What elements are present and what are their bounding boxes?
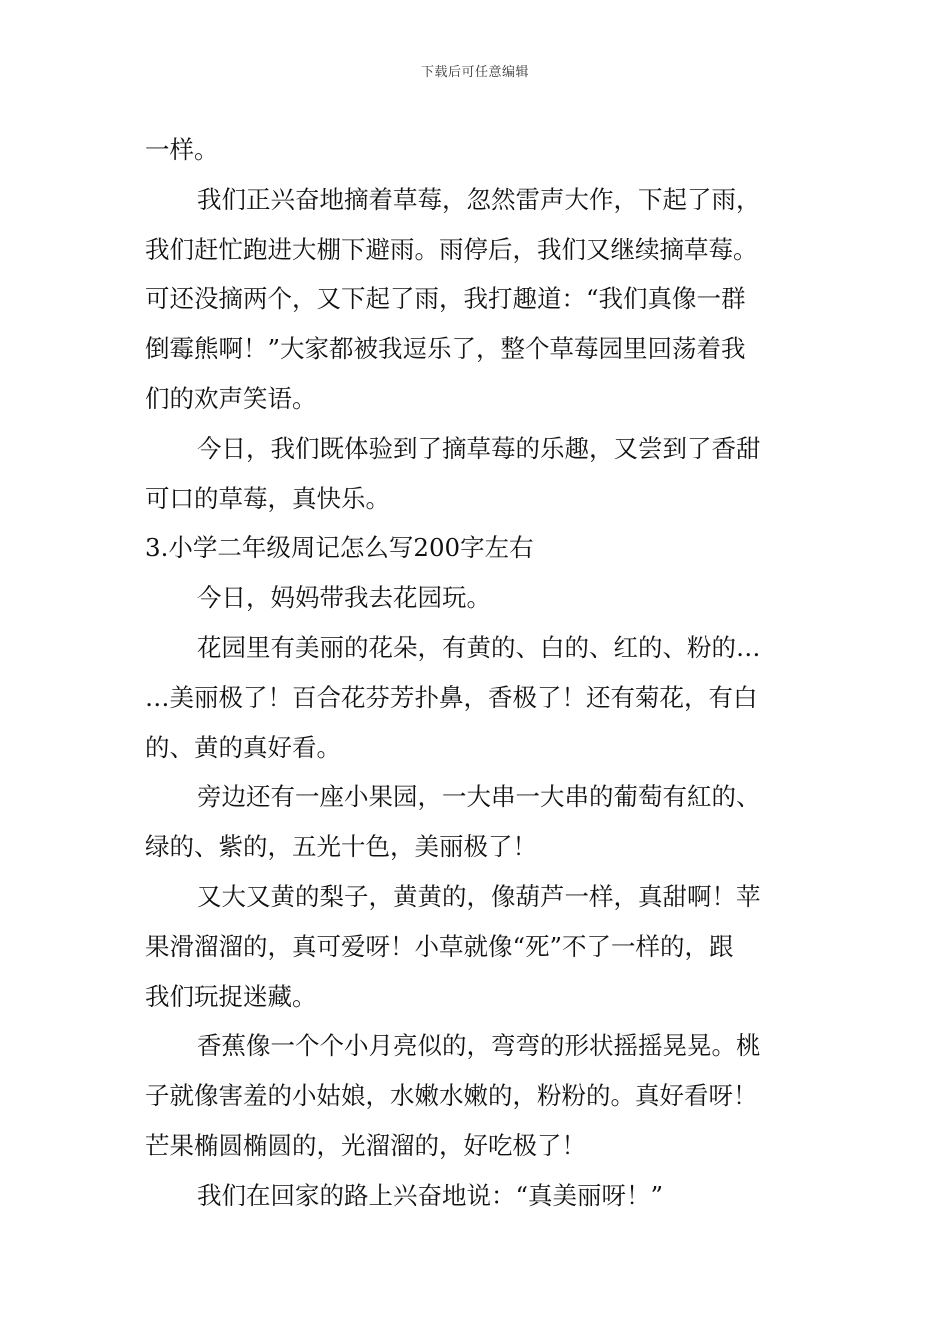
paragraph-line: 子就像害羞的小姑娘，水嫩水嫩的，粉粉的。真好看呀！	[145, 1081, 758, 1111]
paragraph-line: 我们玩捉迷藏。	[145, 981, 317, 1011]
paragraph-line: 又大又黄的梨子，黄黄的，像葫芦一样，真甜啊！苹	[197, 881, 761, 911]
paragraph-line: 的、黄的真好看。	[145, 732, 341, 762]
page-header: 下载后可任意编辑	[420, 65, 529, 80]
paragraph-line: 果滑溜溜的，真可爱呀！小草就像“死”不了一样的，跟	[145, 931, 734, 961]
paragraph-line: 我们赶忙跑进大棚下避雨。雨停后，我们又继续摘草莓。	[145, 234, 758, 264]
document-body	[145, 125, 810, 1221]
paragraph-line: 我们正兴奋地摘着草莓，忽然雷声大作，下起了雨，	[197, 184, 761, 214]
paragraph-line: 香蕉像一个个小月亮似的，弯弯的形状摇摇晃晃。桃	[197, 1031, 761, 1061]
paragraph-line: 我们在回家的路上兴奋地说：“真美丽呀！”	[197, 1180, 664, 1210]
paragraph-line: 绿的、紫的，五光十色，美丽极了！	[145, 832, 537, 862]
paragraph-line: 芒果椭圆椭圆的，光溜溜的，好吃极了！	[145, 1130, 586, 1160]
paragraph-line: 可还没摘两个，又下起了雨，我打趣道：“我们真像一群	[145, 284, 746, 314]
section-heading: 3.小学二年级周记怎么写200字左右	[145, 533, 534, 563]
paragraph-line: …美丽极了！百合花芬芳扑鼻，香极了！还有菊花，有白	[145, 682, 758, 712]
paragraph-line: 们的欢声笑语。	[145, 383, 317, 413]
paragraph-line: 倒霉熊啊！”大家都被我逗乐了，整个草莓园里回荡着我	[145, 334, 746, 364]
paragraph-line: 旁边还有一座小果园，一大串一大串的葡萄有紅的、	[197, 782, 761, 812]
paragraph-line: 花园里有美丽的花朵，有黄的、白的、红的、粉的…	[197, 632, 761, 662]
paragraph-line: 可口的草莓，真快乐。	[145, 483, 390, 513]
paragraph-line: 今日，我们既体验到了摘草莓的乐趣，又尝到了香甜	[197, 433, 761, 463]
paragraph-line: 今日，妈妈带我去花园玩。	[197, 583, 491, 613]
paragraph-line: 一样。	[145, 135, 219, 164]
